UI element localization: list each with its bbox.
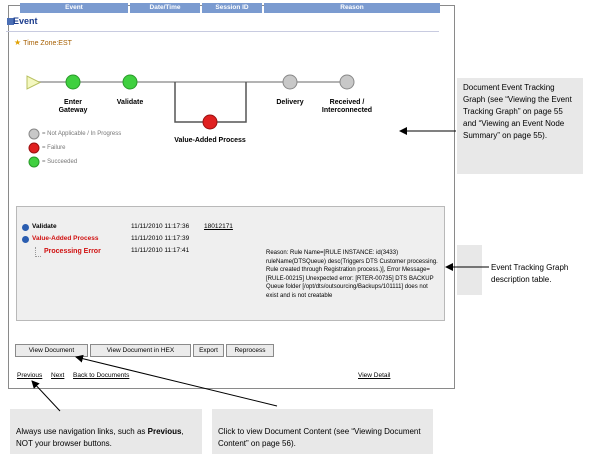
table-row-event[interactable]: Processing Error [44, 248, 101, 255]
table-row-event[interactable]: Value-Added Process [32, 235, 99, 242]
previous-link[interactable]: Previous [17, 372, 43, 379]
table-row-datetime: 11/11/2010 11:17:36 [131, 223, 190, 230]
view-detail-link[interactable]: View Detail [358, 372, 391, 379]
legend-na-label: = Not Applicable / In Progress [42, 131, 122, 137]
document-content-callout: Click to view Document Content (see “Viewing Document Content” on page 56). [212, 409, 433, 454]
page-title: Event [13, 16, 38, 26]
error-reason-text: Reason: Rule Name=[RULE INSTANCE: id(3433) ruleName(DTSQueue) desc(Triggers DTS Customer processing. Rule created through Registration process.)], Error Message=[RULE-00215] Unexpected error: [RTER-00735] DTS BACKUP Queue folder [/opt/dts/outsourcing/Backups/101111] does not exist and is not creatable [266, 250, 438, 299]
nav-callout-text-end: , NOT your browser buttons. [16, 427, 184, 448]
table-row-datetime: 11/11/2010 11:17:39 [131, 235, 190, 242]
view-hex-button[interactable]: View Document in HEX [90, 344, 191, 357]
star-icon: ★ [14, 38, 22, 47]
legend-succeeded-label: = Succeeded [42, 159, 78, 165]
reprocess-button[interactable]: Reprocess [226, 344, 274, 357]
view-document-button[interactable]: View Document [15, 344, 88, 357]
timezone-text: Time Zone:EST [23, 40, 72, 47]
table-row-event[interactable]: Validate [32, 223, 57, 230]
col-header-session: Session ID [202, 3, 262, 13]
node-label-value-added: Value-Added Process [174, 137, 246, 144]
arrow-to-view-document [76, 357, 277, 406]
col-header-datetime: Date/Time [130, 3, 200, 13]
legend-failure-label: = Failure [42, 145, 66, 151]
nav-callout-bold: Previous [147, 427, 182, 436]
back-to-documents-link[interactable]: Back to Documents [73, 372, 130, 379]
node-label-received: Received / Interconnected [321, 99, 373, 114]
session-id-link[interactable]: 18012171 [204, 223, 233, 230]
col-header-reason: Reason [264, 3, 440, 13]
col-header-event: Event [20, 3, 128, 13]
graph-callout: Document Event Tracking Graph (see “Viewing the Event Tracking Graph” on page 55 and “Viewing an Event Node Summary” on page 55). [457, 78, 583, 174]
export-button[interactable]: Export [193, 344, 224, 357]
next-link[interactable]: Next [51, 372, 65, 379]
node-label-enter-gateway: Enter Gateway [58, 99, 88, 114]
nav-callout-text: Always use navigation links, such as [16, 427, 148, 436]
table-callout: Event Tracking Graph description table. [491, 263, 569, 284]
arrow-to-nav [32, 381, 60, 411]
table-row-datetime: 11/11/2010 11:17:41 [131, 247, 190, 254]
node-label-validate: Validate [116, 99, 144, 106]
node-label-delivery: Delivery [276, 99, 304, 106]
